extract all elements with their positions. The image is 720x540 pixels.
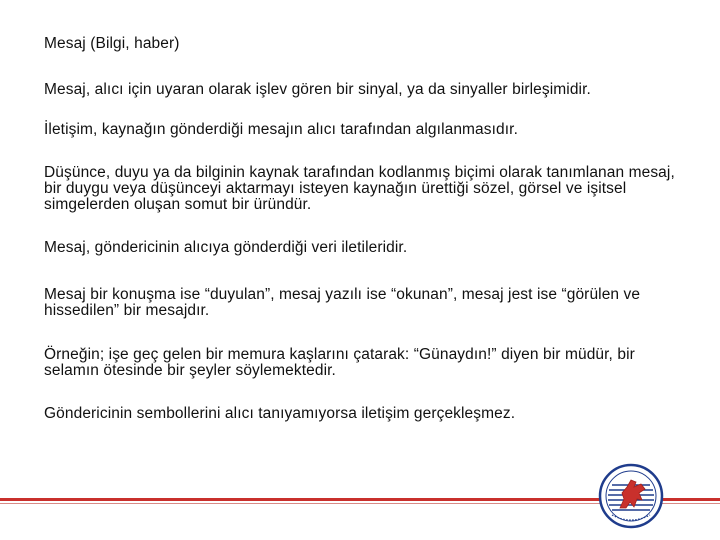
paragraph-communication: İletişim, kaynağın gönderdiği mesajın alıcı tarafından algılanmasıdır.	[44, 121, 518, 138]
paragraph-definition: Mesaj, alıcı için uyaran olarak işlev gören bir sinyal, ya da sinyaller birleşimidir.	[44, 81, 591, 98]
university-seal-icon	[598, 463, 664, 529]
paragraph-thought: Düşünce, duyu ya da bilginin kaynak tarafından kodlanmış biçimi olarak tanımlanan mesaj, bir duygu veya düşünceyi aktarmayı isteyen kaynağın ürettiği sözel, görsel ve işitsel simgelerden oluşan somut bir üründür.	[44, 164, 675, 213]
paragraph-conclusion: Göndericinin sembollerini alıcı tanıyamıyorsa iletişim gerçekleşmez.	[44, 405, 516, 422]
paragraph-example: Örneğin; işe geç gelen bir memura kaşlarını çatarak: “Günaydın!” diyen bir müdür, bir selamın ötesinde bir şeyler söylemektedir.	[44, 346, 635, 379]
paragraph-data-messages: Mesaj, göndericinin alıcıya gönderdiği veri iletileridir.	[44, 239, 408, 256]
paragraph-heading: Mesaj (Bilgi, haber)	[44, 35, 180, 52]
paragraph-message-types: Mesaj bir konuşma ise “duyulan”, mesaj yazılı ise “okunan”, mesaj jest ise “görülen ve hissedilen” bir mesajdır.	[44, 286, 641, 319]
